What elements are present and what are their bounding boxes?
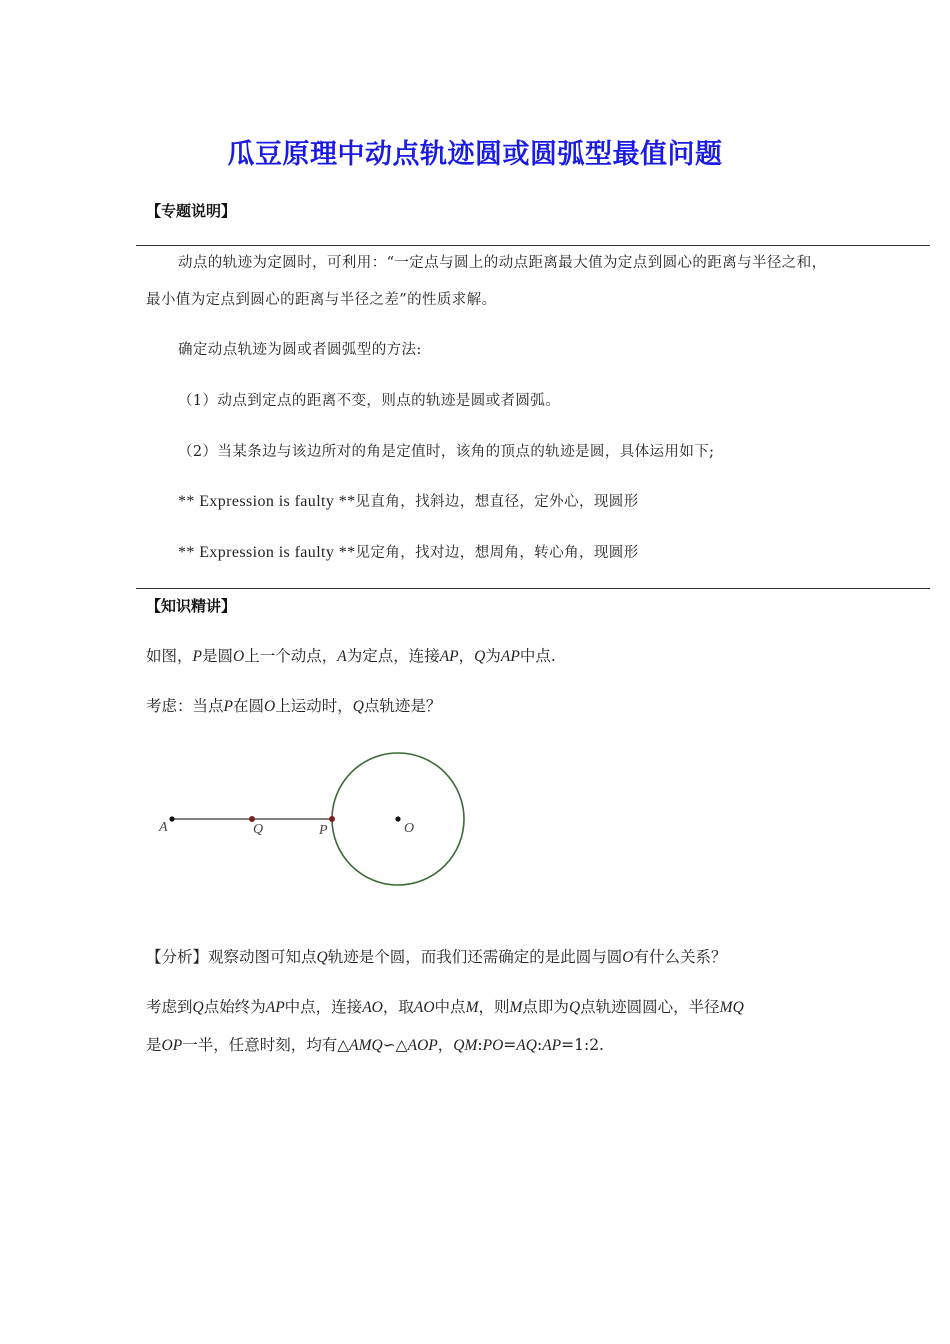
expression-line-2	[178, 541, 639, 562]
para2: 确定动点轨迹为圆或者圆弧型的方法:	[178, 342, 422, 358]
geometry-figure	[150, 745, 480, 895]
divider-bottom	[136, 588, 930, 589]
method-item-2: （2）当某条边与该边所对的角是定值时，该角的顶点的轨迹是圆，具体运用如下;	[178, 444, 715, 460]
method-item-1: （1）动点到定点的距离不变，则点的轨迹是圆或者圆弧。	[178, 393, 561, 409]
point-o	[395, 816, 400, 821]
expression-text-1: 见直角，找斜边，想直径，定外心，现圆形	[355, 494, 639, 510]
page-title: 瓜豆原理中动点轨迹圆或圆弧型最值问题	[227, 139, 723, 170]
label-p: P	[319, 823, 328, 838]
divider-top	[136, 245, 930, 246]
label-a: A	[159, 820, 168, 835]
analysis-line-2: 考虑到Q点始终为AP中点，连接AO，取AO中点M，则M点即为Q点轨迹圆圆心，半径MQ	[146, 998, 744, 1016]
knowledge-line-2: 考虑：当点P在圆O上运动时，Q点轨迹是？	[146, 697, 442, 715]
analysis-line-3: 是OP一半，任意时刻，均有△AMQ∽△AOP，QM:PO=AQ:AP=1:2.	[146, 1036, 604, 1054]
expression-text-2: 见定角，找对边，想周角，转心角，现圆形	[355, 545, 639, 561]
point-p	[329, 816, 335, 822]
section-heading-topic: 【专题说明】	[146, 202, 237, 220]
para1-line2: 最小值为定点到圆心的距离与半径之差”的性质求解。	[146, 292, 497, 308]
knowledge-line-1: 如图，P是圆O上一个动点，A为定点，连接AP，Q为AP中点.	[146, 647, 556, 665]
para1-line1: 动点的轨迹为定圆时，可利用：“一定点与圆上的动点距离最大值为定点到圆心的距离与半径之和，	[178, 255, 827, 271]
expression-error-1: ** Expression is faulty **	[178, 493, 356, 510]
label-o: O	[404, 821, 415, 836]
point-a	[169, 816, 174, 821]
label-q: Q	[253, 822, 264, 837]
expression-error-2: ** Expression is faulty **	[178, 544, 356, 561]
section-heading-knowledge: 【知识精讲】	[146, 597, 237, 615]
expression-line-1	[178, 490, 639, 511]
analysis-line-1: 【分析】观察动图可知点Q轨迹是个圆，而我们还需确定的是此圆与圆O有什么关系？	[146, 948, 727, 966]
